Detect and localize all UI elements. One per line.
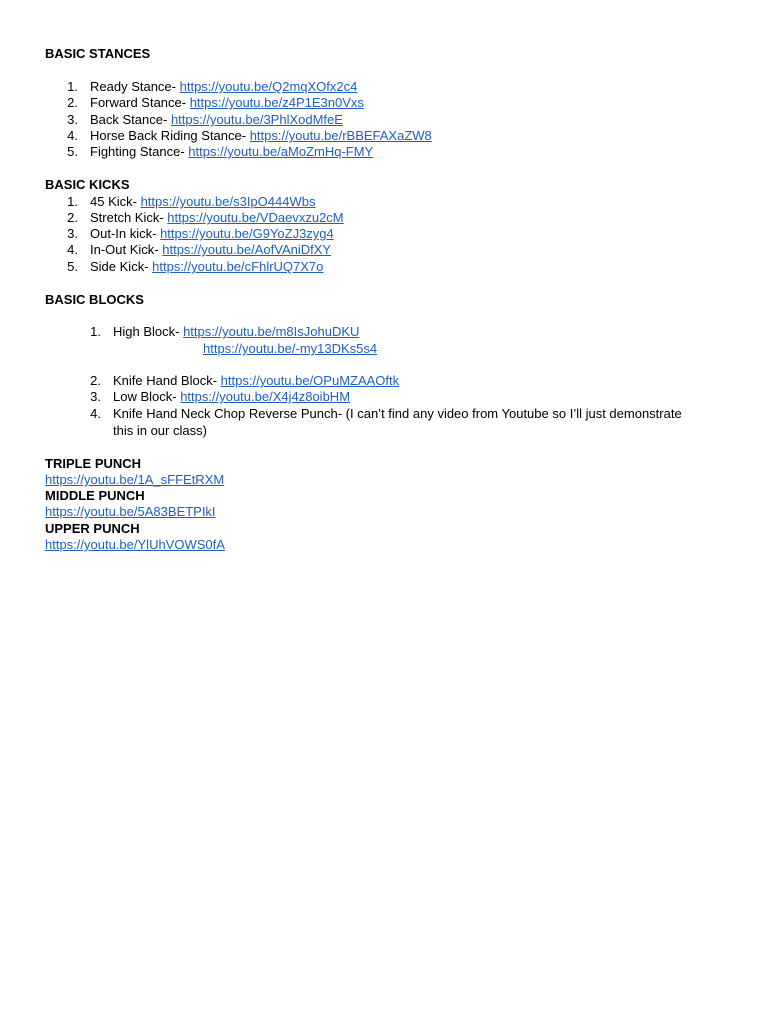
item-label: Knife Hand Block- — [113, 373, 221, 388]
section-heading-upper-punch: UPPER PUNCH — [45, 521, 140, 536]
list-item-continuation — [203, 341, 377, 357]
section-heading-kicks: BASIC KICKS — [45, 177, 130, 192]
section-heading-stances: BASIC STANCES — [45, 46, 151, 61]
list-number: 3. — [67, 226, 78, 241]
video-link-row — [45, 504, 216, 520]
list-number: 4. — [67, 128, 78, 143]
video-link[interactable]: https://youtu.be/VDaevxzu2cM — [167, 210, 344, 225]
item-label-continuation: this in our class) — [113, 423, 207, 438]
item-label: Forward Stance- — [90, 95, 190, 110]
video-link[interactable]: https://youtu.be/Q2mqXOfx2c4 — [179, 79, 358, 94]
list-number: 1. — [90, 324, 101, 339]
video-link[interactable]: https://youtu.be/X4j4z8oibHM — [180, 389, 351, 404]
video-link[interactable]: https://youtu.be/5A83BETPIkI — [45, 504, 216, 519]
video-link[interactable]: https://youtu.be/OPuMZAAOftk — [220, 373, 400, 388]
item-label: Ready Stance- — [90, 79, 180, 94]
video-link[interactable]: https://youtu.be/3PhlXodMfeE — [170, 112, 343, 127]
video-link[interactable]: https://youtu.be/z4P1E3n0Vxs — [189, 95, 364, 110]
list-number: 5. — [67, 259, 78, 274]
video-link-row — [45, 472, 224, 488]
item-label: Knife Hand Neck Chop Reverse Punch- (I can’t find any video from Youtube so I’ll just demonstrate — [113, 406, 682, 421]
item-label: Fighting Stance- — [90, 144, 189, 159]
item-label: Horse Back Riding Stance- — [90, 128, 250, 143]
item-label: Out-In kick- — [90, 226, 161, 241]
list-number: 3. — [90, 389, 101, 404]
section-heading-triple-punch: TRIPLE PUNCH — [45, 456, 142, 471]
video-link[interactable]: https://youtu.be/rBBEFAXaZW8 — [249, 128, 432, 143]
video-link[interactable]: https://youtu.be/s3IpO444Wbs — [140, 194, 316, 209]
item-label: Stretch Kick- — [90, 210, 168, 225]
video-link-alternate[interactable]: https://youtu.be/-my13DKs5s4 — [203, 341, 378, 356]
list-number: 2. — [67, 210, 78, 225]
item-label: Side Kick- — [90, 259, 153, 274]
video-link[interactable]: https://youtu.be/G9YoZJ3zyg4 — [160, 226, 334, 241]
item-label: High Block- — [113, 324, 184, 339]
video-link[interactable]: https://youtu.be/YlUhVOWS0fA — [45, 537, 225, 552]
video-link[interactable]: https://youtu.be/1A_sFFEtRXM — [45, 472, 225, 487]
video-link[interactable]: https://youtu.be/AofVAniDfXY — [162, 242, 332, 257]
video-link[interactable]: https://youtu.be/m8IsJohuDKU — [183, 324, 360, 339]
list-number: 2. — [67, 95, 78, 110]
list-number: 1. — [67, 194, 78, 209]
video-link[interactable]: https://youtu.be/aMoZmHq-FMY — [188, 144, 374, 159]
item-label: In-Out Kick- — [90, 242, 163, 257]
list-number: 4. — [67, 242, 78, 257]
video-link[interactable]: https://youtu.be/cFhlrUQ7X7o — [152, 259, 324, 274]
list-number: 5. — [67, 144, 78, 159]
item-label: Back Stance- — [90, 112, 171, 127]
section-heading-blocks: BASIC BLOCKS — [45, 292, 144, 307]
list-number: 4. — [90, 406, 101, 421]
item-label: Low Block- — [113, 389, 181, 404]
video-link-row — [45, 537, 225, 553]
list-number: 2. — [90, 373, 101, 388]
section-heading-middle-punch: MIDDLE PUNCH — [45, 488, 145, 503]
list-number: 3. — [67, 112, 78, 127]
item-label: 45 Kick- — [90, 194, 141, 209]
list-number: 1. — [67, 79, 78, 94]
